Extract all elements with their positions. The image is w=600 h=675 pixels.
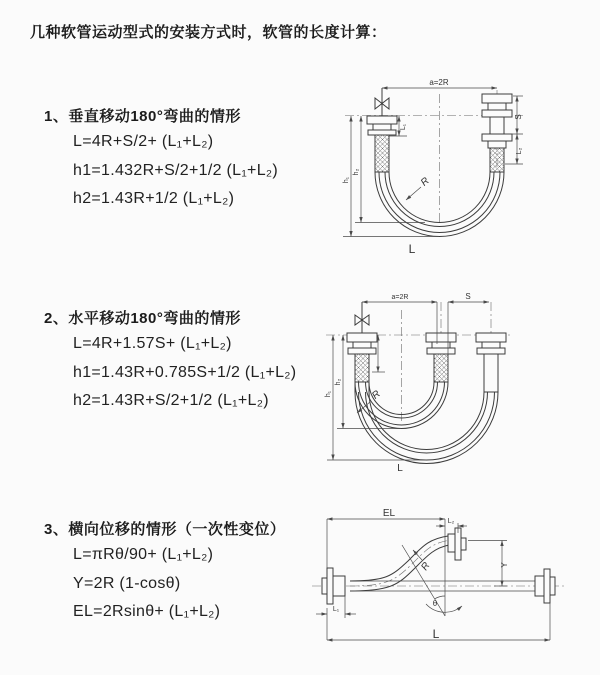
dim-label-h2: h₂ [353, 168, 360, 176]
diagram-vertical-180-bend [315, 72, 600, 262]
port-fittings [347, 302, 506, 354]
formula-line: L=πRθ/90+ (L₁+L₂) [73, 546, 214, 563]
diagram-lateral-displacement [298, 498, 600, 658]
formula-line: h1=1.43R+0.785S+1/2 (L₁+L₂) [73, 364, 297, 381]
formula-line: EL=2Rsinθ+ (L₁+L₂) [73, 603, 221, 620]
diagram-horizontal-180-bend [300, 282, 600, 474]
radius-label: R [370, 388, 383, 402]
formula-line: h2=1.43R+S/2+1/2 (L₁+L₂) [73, 392, 269, 409]
section-1-heading: 1、垂直移动180°弯曲的情形 [44, 108, 241, 125]
upper-right-flange [448, 528, 466, 560]
plain-hose-right [484, 354, 498, 392]
dim-label-h1: h₁ [343, 176, 350, 184]
formula-line: L=4R+1.57S+ (L₁+L₂) [73, 335, 232, 352]
dim-label-l2: L₂ [516, 147, 523, 155]
dim-label-l1: L₁ [332, 606, 340, 613]
section-2-heading: 2、水平移动180°弯曲的情形 [44, 310, 241, 327]
formula-line: h2=1.43R+1/2 (L₁+L₂) [73, 190, 235, 207]
page-title: 几种软管运动型式的安装方式时，软管的长度计算： [30, 24, 387, 41]
dim-label-span: a=2R [391, 294, 409, 301]
hose-u-bend-displaced [355, 354, 498, 464]
s-curve-hose [350, 536, 449, 591]
length-label: L [432, 627, 440, 641]
braided-hose-right [490, 148, 504, 172]
length-label: L [408, 242, 416, 256]
dim-label-h2: h₂ [335, 378, 342, 386]
radius-label: R [419, 560, 433, 573]
dimension-lines [327, 302, 489, 460]
radius-label: R [418, 175, 432, 189]
dim-label-y: Y [500, 562, 509, 568]
braided-hose-left [375, 135, 389, 172]
formula-line: h1=1.432R+S/2+1/2 (L₁+L₂) [73, 162, 279, 179]
left-flange [322, 568, 345, 604]
section-3-heading: 3、横向位移的情形（一次性变位） [44, 521, 286, 538]
dim-label-l1: L₁ [400, 123, 407, 131]
dim-label-l2: L₂ [447, 518, 455, 525]
right-port-fittings [482, 94, 512, 148]
dim-label-h1: h₁ [325, 390, 332, 398]
length-label: L [397, 463, 403, 474]
dimension-lines [316, 519, 550, 640]
dim-label-s: S [514, 114, 523, 120]
dim-label-s: S [465, 292, 471, 301]
formula-line: L=4R+S/2+ (L₁+L₂) [73, 133, 214, 150]
formula-line: Y=2R (1-cosθ) [73, 575, 181, 592]
right-flange [535, 569, 555, 603]
dim-label-el: EL [382, 508, 396, 519]
left-port-fittings [367, 88, 397, 135]
dim-label-span: a=2R [429, 78, 449, 87]
theta-label: θ [432, 599, 438, 608]
